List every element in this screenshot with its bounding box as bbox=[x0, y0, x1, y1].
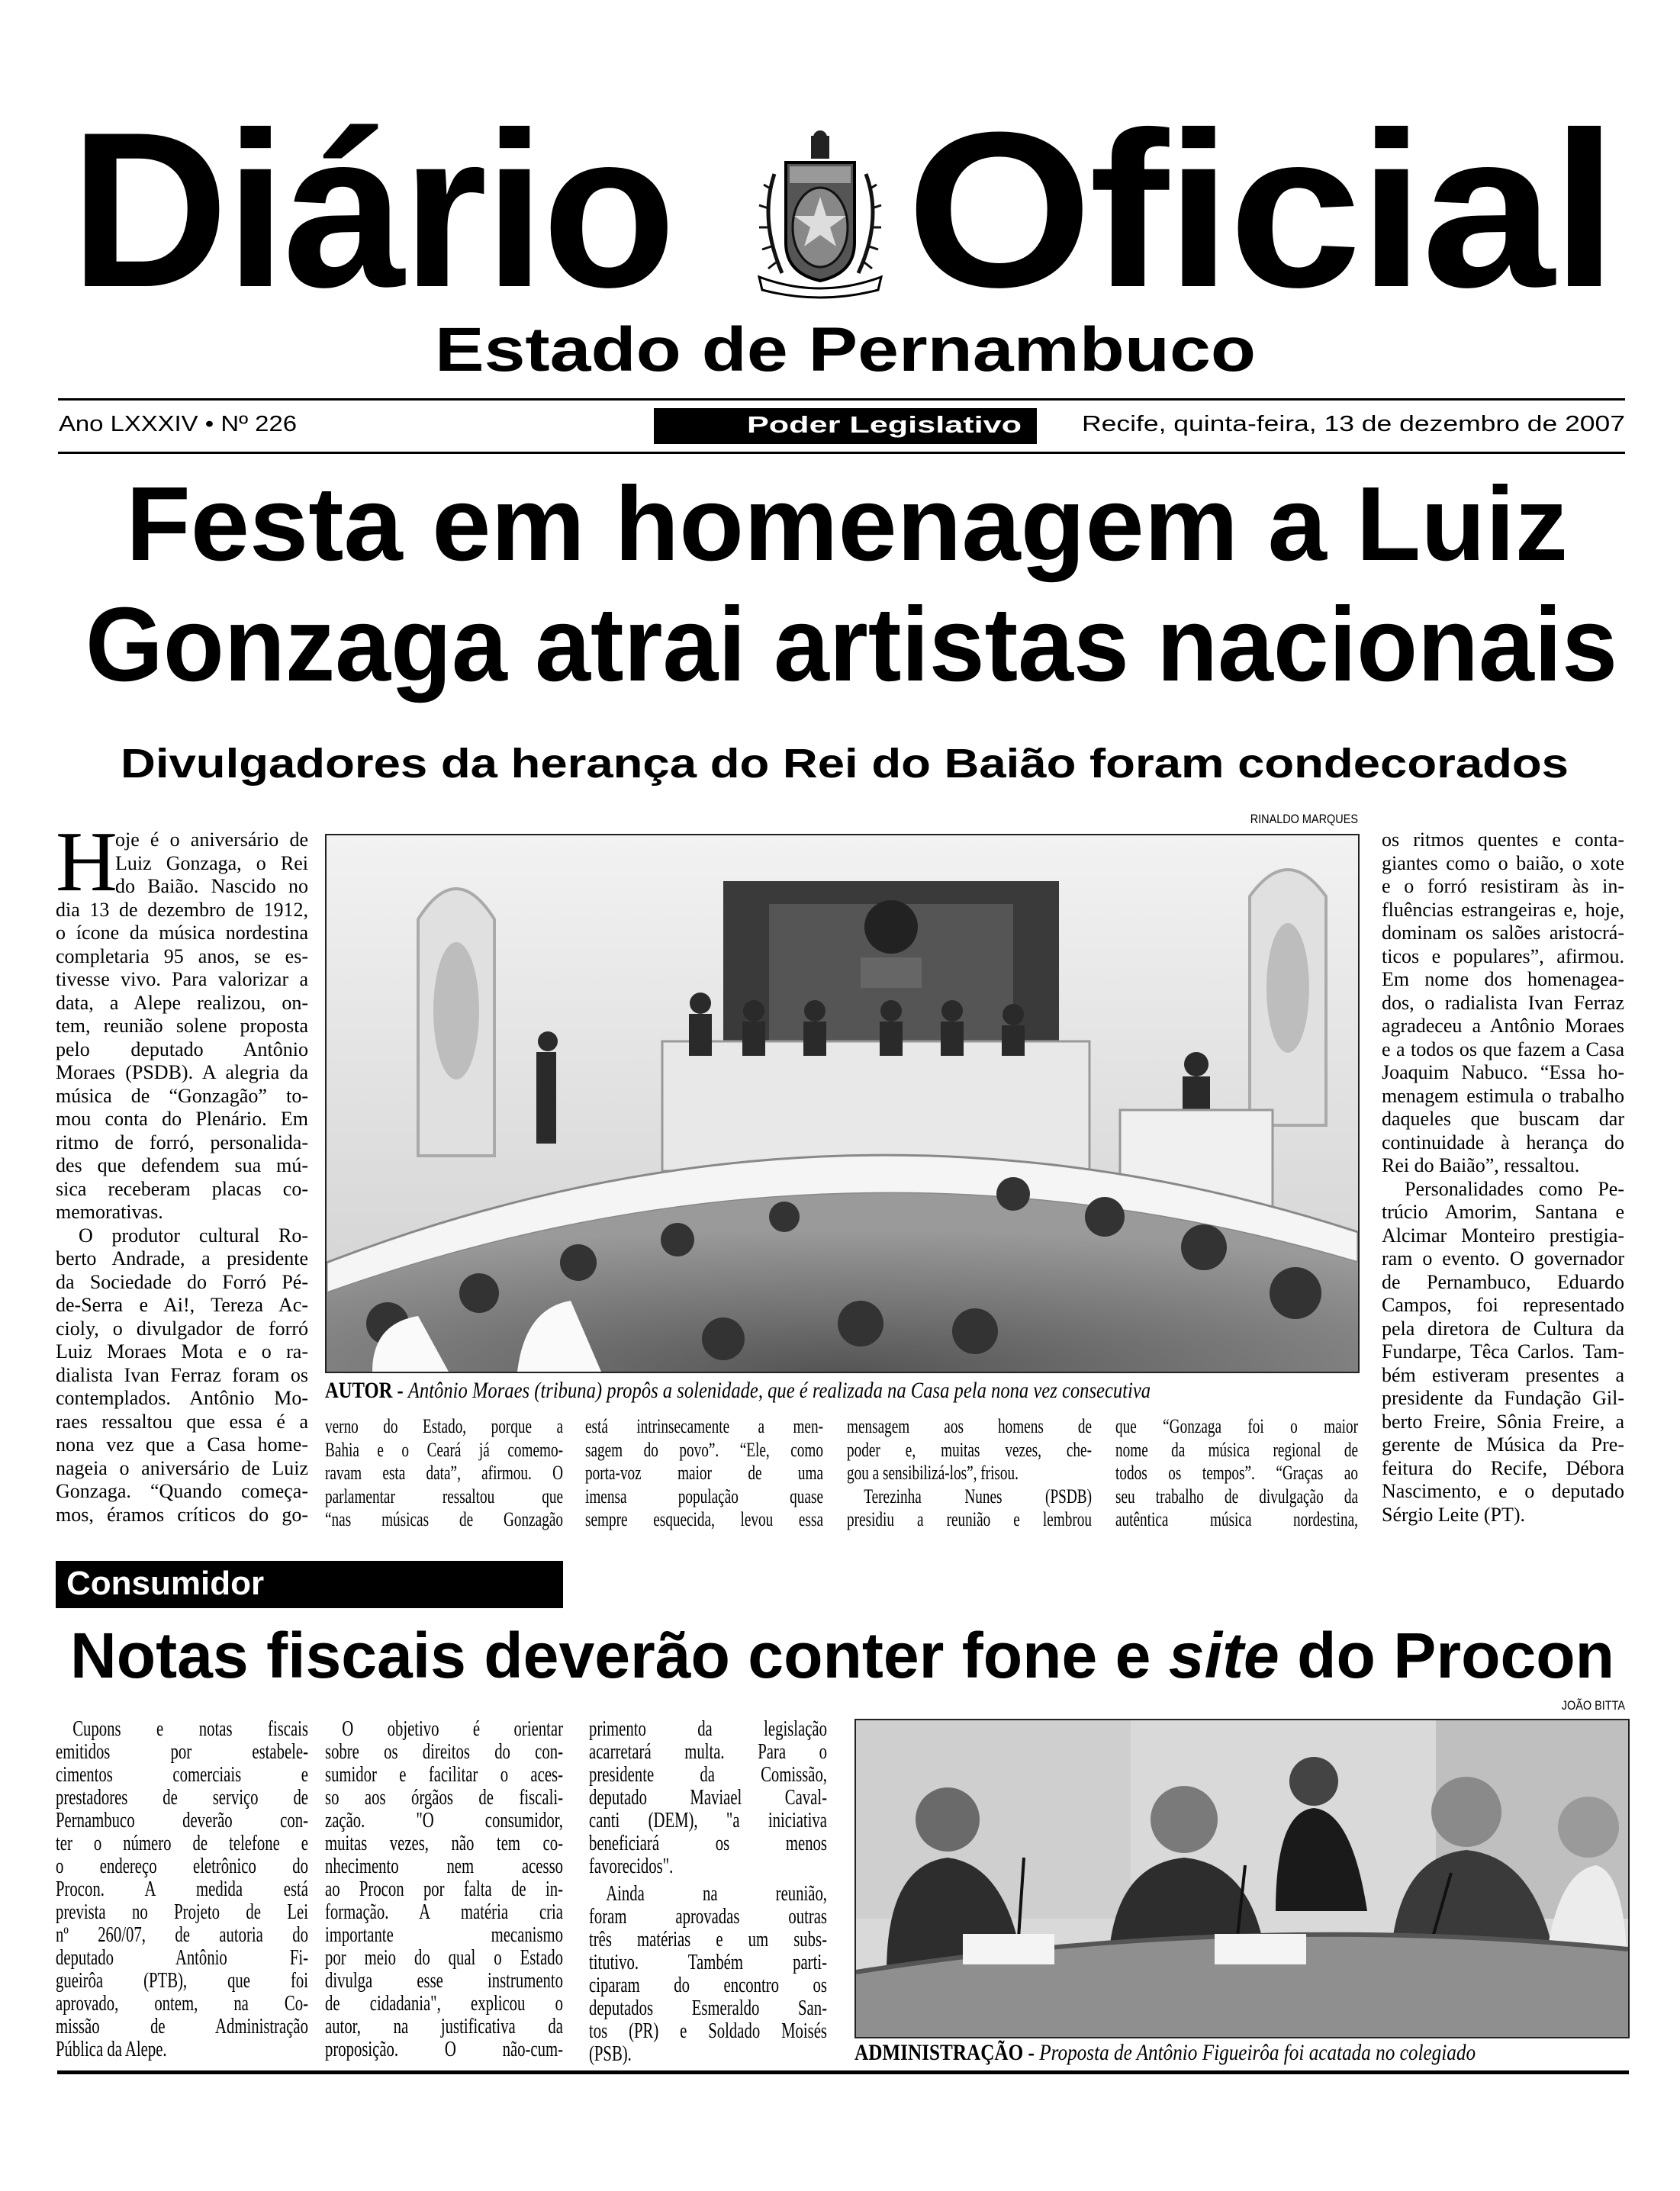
text-line: titutivo. Também parti- bbox=[589, 1951, 827, 1974]
article-column-4 bbox=[847, 1415, 1092, 1532]
text-line: Personalidades como Pe- bbox=[1405, 1177, 1624, 1200]
headline-line-1: Festa em homenagem a Luiz bbox=[126, 465, 1568, 583]
text-line: O objetivo é orientar bbox=[342, 1717, 563, 1741]
text-line: data, a Alepe realizou, on- bbox=[56, 991, 308, 1014]
text-line: Pernambuco deverão con- bbox=[56, 1809, 308, 1832]
text-line: mou conta do Plenário. Em bbox=[56, 1108, 308, 1130]
text-line: completaria 95 anos, se es- bbox=[56, 944, 308, 967]
text-line: formação. A matéria cria bbox=[325, 1900, 563, 1924]
text-line: Bahia e o Ceará já comemo- bbox=[325, 1438, 563, 1461]
text-line: porta-voz maior de uma bbox=[585, 1462, 823, 1484]
text-line: gerente de Música da Pre- bbox=[1382, 1433, 1624, 1456]
text-line: tos (PR) e Soldado Moisés bbox=[589, 2019, 827, 2043]
text-line: Ainda na reunião, bbox=[606, 1882, 827, 1906]
section-label-consumidor bbox=[56, 1561, 563, 1608]
text-line: Rei do Baião”, ressaltou. bbox=[1382, 1154, 1580, 1176]
text-line: mensagem aos homens de bbox=[847, 1415, 1092, 1437]
subheadline: Divulgadores da herança do Rei do Baião foram condecorados bbox=[121, 741, 1569, 787]
text-line: favorecidos". bbox=[589, 1855, 674, 1878]
article-column-6 bbox=[1382, 828, 1624, 1527]
text-line: e o forró resistiram às in- bbox=[1382, 875, 1624, 897]
text-line: (PSB). bbox=[589, 2042, 632, 2066]
text-line: des que defendem sua mú- bbox=[56, 1154, 308, 1176]
text-line: proposição. O não-cum- bbox=[325, 2038, 563, 2061]
text-line: pela diretora de Cultura da bbox=[1382, 1317, 1624, 1340]
consumer-column-2 bbox=[325, 1718, 563, 2061]
text-line: autêntica música nordestina, bbox=[1115, 1508, 1358, 1530]
text-line: Em nome dos homenagea- bbox=[1382, 968, 1624, 990]
text-line: Alcimar Monteiro prestigia- bbox=[1382, 1224, 1624, 1247]
text-line: todos os tempos”. “Graças ao bbox=[1115, 1462, 1358, 1484]
headline-line-2: Gonzaga atrai artistas nacionais bbox=[85, 586, 1617, 703]
text-line: “nas músicas de Gonzagão bbox=[325, 1508, 563, 1530]
coat-of-arms-icon bbox=[744, 128, 896, 300]
text-line: raes ressaltou que essa é a bbox=[56, 1410, 308, 1433]
text-line: muitas vezes, não tem co- bbox=[325, 1832, 563, 1855]
text-line: acarretará multa. Para o bbox=[589, 1740, 827, 1764]
text-line: primento da legislação bbox=[589, 1717, 827, 1741]
text-line: presidente da Comissão, bbox=[589, 1763, 827, 1787]
text-line: deputados Esmeraldo San- bbox=[589, 1996, 827, 2020]
text-line: verno do Estado, porque a bbox=[325, 1415, 563, 1437]
committee-photo bbox=[854, 1719, 1630, 2038]
text-line: dia 13 de dezembro de 1912, bbox=[56, 898, 308, 921]
plenary-photo bbox=[325, 834, 1360, 1373]
caption-label: ADMINISTRAÇÃO - bbox=[854, 2040, 1040, 2065]
text-line: deputado Maviael Caval- bbox=[589, 1786, 827, 1810]
text-line: Nascimento, e o deputado bbox=[1382, 1480, 1624, 1502]
text-line: Terezinha Nunes (PSDB) bbox=[864, 1485, 1092, 1507]
text-line: berto Andrade, a presidente bbox=[56, 1247, 308, 1269]
text-line: cioly, o divulgador de forró bbox=[56, 1317, 308, 1340]
dateline: Recife, quinta-feira, 13 de dezembro de 2007 bbox=[1082, 412, 1625, 436]
text-line: menagem estimula o trabalho bbox=[1382, 1084, 1624, 1107]
caption-text: Antônio Moraes (tribuna) propôs a solenidade, que é realizada na Casa pela nona vez consecutiva bbox=[407, 1378, 1151, 1403]
photo-caption bbox=[325, 1378, 1151, 1404]
caption-label: AUTOR - bbox=[325, 1378, 408, 1403]
text-line: missão de Administração bbox=[56, 2015, 308, 2038]
photo-credit: RINALDO MARQUES bbox=[1250, 812, 1358, 826]
text-line: tem, reunião solene proposta bbox=[56, 1015, 308, 1037]
text-line: nº 260/07, de autoria do bbox=[56, 1923, 308, 1947]
consumer-headline bbox=[70, 1620, 1614, 1691]
article-column-5 bbox=[1115, 1415, 1358, 1532]
text-line: pelo deputado Antônio bbox=[56, 1038, 308, 1060]
text-line: está intrinsecamente a men- bbox=[585, 1415, 823, 1437]
text-line: que “Gonzaga foi o maior bbox=[1115, 1415, 1358, 1437]
text-line: e a todos os que fazem a Casa bbox=[1382, 1038, 1624, 1060]
text-line: Moraes (PSDB). A alegria da bbox=[56, 1061, 308, 1083]
text-line: emitidos por estabele- bbox=[56, 1740, 308, 1764]
text-line: do Baião. Nascido no bbox=[115, 875, 308, 897]
photo-credit-2: JOÃO BITTA bbox=[1561, 1698, 1625, 1713]
text-line: sobre os direitos do con- bbox=[325, 1740, 563, 1764]
headline-part: do Procon bbox=[1279, 1620, 1614, 1691]
section-badge: Poder Legislativo bbox=[654, 408, 1037, 444]
text-line: dominam os salões aristocrá- bbox=[1382, 922, 1624, 944]
text-line: o ícone da música nordestina bbox=[56, 922, 308, 944]
text-line: nome da música regional de bbox=[1115, 1438, 1358, 1461]
text-line: dialista Ivan Ferraz foram os bbox=[56, 1363, 308, 1386]
drop-cap: H bbox=[56, 815, 117, 909]
text-line: tivesse vivo. Para valorizar a bbox=[56, 968, 308, 990]
text-line: sumidor e facilitar o aces- bbox=[325, 1763, 563, 1787]
text-line: presidiu a reunião e lembrou bbox=[847, 1508, 1092, 1530]
headline-part: Notas fiscais deverão conter fone e bbox=[70, 1620, 1169, 1691]
text-line: nageia o aniversário de Luiz bbox=[56, 1456, 308, 1479]
text-line: O produtor cultural Ro- bbox=[79, 1224, 308, 1247]
text-line: autor, na justificativa da bbox=[325, 2015, 563, 2038]
masthead-subtitle: Estado de Pernambuco bbox=[435, 315, 1256, 384]
text-line: Procon. A medida está bbox=[56, 1877, 308, 1901]
photo-caption-2 bbox=[854, 2040, 1476, 2066]
page-bottom-rule bbox=[57, 2070, 1629, 2074]
text-line: sica receberam placas co- bbox=[56, 1177, 308, 1200]
text-line: Cupons e notas fiscais bbox=[72, 1717, 308, 1741]
text-line: imensa população quase bbox=[585, 1485, 823, 1507]
text-line: Fundarpe, Têca Carlos. Tam- bbox=[1382, 1340, 1624, 1363]
text-line: ter o número de telefone e bbox=[56, 1832, 308, 1855]
text-line: parlamentar ressaltou que bbox=[325, 1485, 563, 1507]
text-line: continuidade à herança do bbox=[1382, 1131, 1624, 1153]
text-line: contemplados. Antônio Mo- bbox=[56, 1387, 308, 1409]
caption-text: Proposta de Antônio Figueirôa foi acatada no colegiado bbox=[1039, 2040, 1476, 2065]
text-line: beneficiará os menos bbox=[589, 1832, 827, 1855]
text-line: prestadores de serviço de bbox=[56, 1786, 308, 1810]
text-line: divulga esse instrumento bbox=[325, 1969, 563, 1993]
masthead-title-right: Oficial bbox=[906, 86, 1614, 333]
text-line: de Pernambuco, Eduardo bbox=[1382, 1270, 1624, 1293]
text-line: deputado Antônio Fi- bbox=[56, 1946, 308, 1970]
article-column-2 bbox=[325, 1415, 563, 1532]
text-line: por meio do qual o Estado bbox=[325, 1946, 563, 1970]
text-line: trúcio Amorim, Santana e bbox=[1382, 1201, 1624, 1223]
text-line: os ritmos quentes e conta- bbox=[1382, 828, 1624, 851]
text-line: Luiz Gonzaga, o Rei bbox=[115, 851, 308, 874]
text-line: berto Freire, Sônia Freire, a bbox=[1382, 1410, 1624, 1433]
text-line: Sérgio Leite (PT). bbox=[1382, 1503, 1525, 1526]
text-line: agradeceu a Antônio Moraes bbox=[1382, 1015, 1624, 1037]
text-line: ram o evento. O governador bbox=[1382, 1247, 1624, 1269]
text-line: mos, éramos críticos do go- bbox=[56, 1503, 308, 1526]
text-line: Pública da Alepe. bbox=[56, 2038, 167, 2061]
text-line: Campos, foi representado bbox=[1382, 1294, 1624, 1316]
masthead-rule-top bbox=[58, 398, 1625, 401]
text-line: presidente da Fundação Gil- bbox=[1382, 1387, 1624, 1409]
text-line: so aos órgãos de fiscali- bbox=[325, 1786, 563, 1810]
text-line: daqueles que buscam dar bbox=[1382, 1108, 1624, 1130]
text-line: dos, o radialista Ivan Ferraz bbox=[1382, 991, 1624, 1014]
text-line: Joaquim Nabuco. “Essa ho- bbox=[1382, 1061, 1624, 1083]
text-line: zação. "O consumidor, bbox=[325, 1809, 563, 1832]
text-line: prevista no Projeto de Lei bbox=[56, 1900, 308, 1924]
text-line: giantes como o baião, o xote bbox=[1382, 851, 1624, 874]
text-line: música de “Gonzagão” to- bbox=[56, 1084, 308, 1107]
text-line: poder e, muitas vezes, che- bbox=[847, 1438, 1092, 1461]
text-line: fluências estrangeiras e, hoje, bbox=[1382, 898, 1624, 921]
text-line: canti (DEM), "a iniciativa bbox=[589, 1809, 827, 1832]
text-line: feitura do Recife, Débora bbox=[1382, 1456, 1624, 1479]
consumer-column-1 bbox=[56, 1718, 308, 2061]
text-line: gueirôa (PTB), que foi bbox=[56, 1969, 308, 1993]
text-line: três matérias e um subs- bbox=[589, 1928, 827, 1951]
text-line: seu trabalho de divulgação da bbox=[1115, 1485, 1358, 1507]
text-line: sempre esquecida, levou essa bbox=[585, 1508, 823, 1530]
text-line: bém estiveram presentes a bbox=[1382, 1363, 1624, 1386]
consumer-column-3 bbox=[589, 1718, 827, 2066]
text-line: ciparam do encontro os bbox=[589, 1974, 827, 1997]
text-line: de-Serra e Ai!, Tereza Ac- bbox=[56, 1294, 308, 1316]
text-line: ritmo de forró, personalida- bbox=[56, 1131, 308, 1153]
text-line: oje é o aniversário de bbox=[115, 828, 308, 851]
text-line: ao Procon por falta de in- bbox=[325, 1877, 563, 1901]
text-line: gou a sensibilizá-los”, frisou. bbox=[847, 1462, 1019, 1484]
text-line: da Sociedade do Forró Pé- bbox=[56, 1270, 308, 1293]
text-line: ticos e populares”, afirmou. bbox=[1382, 944, 1624, 967]
text-line: nona vez que a Casa home- bbox=[56, 1433, 308, 1456]
text-line: nhecimento nem acesso bbox=[325, 1855, 563, 1878]
text-line: o endereço eletrônico do bbox=[56, 1855, 308, 1878]
masthead-title-left: Diário bbox=[70, 86, 673, 333]
text-line: foram aprovadas outras bbox=[589, 1905, 827, 1929]
article-column-1 bbox=[56, 828, 308, 1527]
text-line: cimentos comerciais e bbox=[56, 1763, 308, 1787]
headline-italic-site: site bbox=[1168, 1620, 1279, 1691]
article-column-3 bbox=[585, 1415, 823, 1532]
section-label-text: Consumidor bbox=[66, 1565, 265, 1602]
edition-number: Ano LXXXIV • Nº 226 bbox=[59, 412, 297, 436]
text-line: Luiz Moraes Mota e o ra- bbox=[56, 1340, 308, 1363]
text-line: de cidadania", explicou o bbox=[325, 1992, 563, 2016]
text-line: ravam esta data”, afirmou. O bbox=[325, 1462, 563, 1484]
text-line: Gonzaga. “Quando começa- bbox=[56, 1480, 308, 1502]
masthead-rule-bottom bbox=[58, 452, 1625, 454]
text-line: sagem do povo”. “Ele, como bbox=[585, 1438, 823, 1461]
text-line: memorativas. bbox=[56, 1201, 163, 1223]
text-line: aprovado, ontem, na Co- bbox=[56, 1992, 308, 2016]
text-line: importante mecanismo bbox=[325, 1923, 563, 1947]
